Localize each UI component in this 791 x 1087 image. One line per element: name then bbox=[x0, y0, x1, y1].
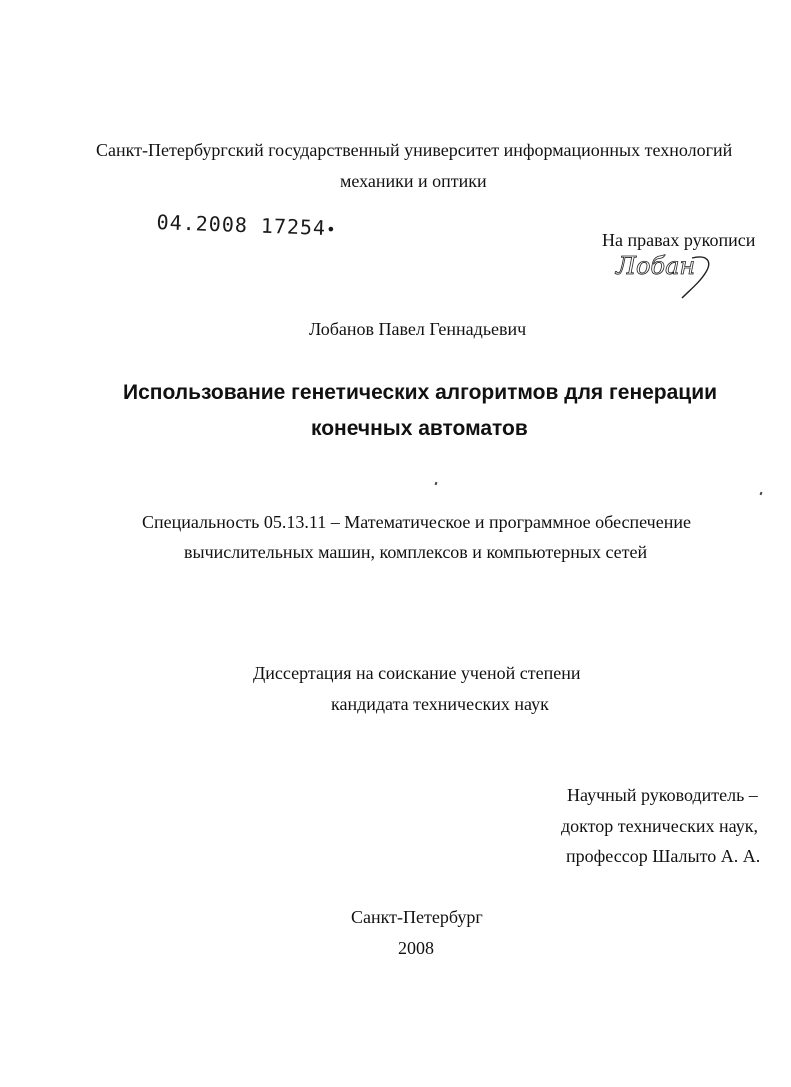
supervisor-line2: доктор технических наук, bbox=[561, 816, 758, 836]
manuscript-rights-note: На правах рукописи bbox=[602, 230, 756, 250]
city: Санкт-Петербург bbox=[351, 907, 483, 927]
author-name: Лобанов Павел Геннадьевич bbox=[309, 319, 527, 339]
author-signature bbox=[612, 248, 716, 304]
dissertation-title-line2: конечных автоматов bbox=[311, 417, 528, 440]
scan-speck bbox=[435, 482, 438, 486]
dissertation-degree-line2: кандидата технических наук bbox=[331, 694, 549, 714]
specialty-line2: вычислительных машин, комплексов и компьютерных сетей bbox=[184, 542, 648, 562]
university-name-line2: механики и оптики bbox=[340, 171, 487, 191]
library-stamp-number: 04.2008 17254• bbox=[156, 210, 338, 240]
dissertation-degree-line1: Диссертация на соискание ученой степени bbox=[253, 663, 581, 683]
signature-text: Лобан bbox=[616, 252, 696, 280]
supervisor-line1: Научный руководитель – bbox=[567, 785, 758, 805]
year: 2008 bbox=[398, 938, 434, 958]
supervisor-line3: профессор Шалыто А. А. bbox=[566, 846, 761, 866]
dissertation-title-line1: Использование генетических алгоритмов для генерации bbox=[123, 381, 718, 404]
scan-speck bbox=[760, 492, 763, 496]
specialty-line1: Специальность 05.13.11 – Математическое и программное обеспечение bbox=[142, 512, 691, 532]
university-name-line1: Санкт-Петербургский государственный университет информационных технологий bbox=[96, 140, 733, 160]
